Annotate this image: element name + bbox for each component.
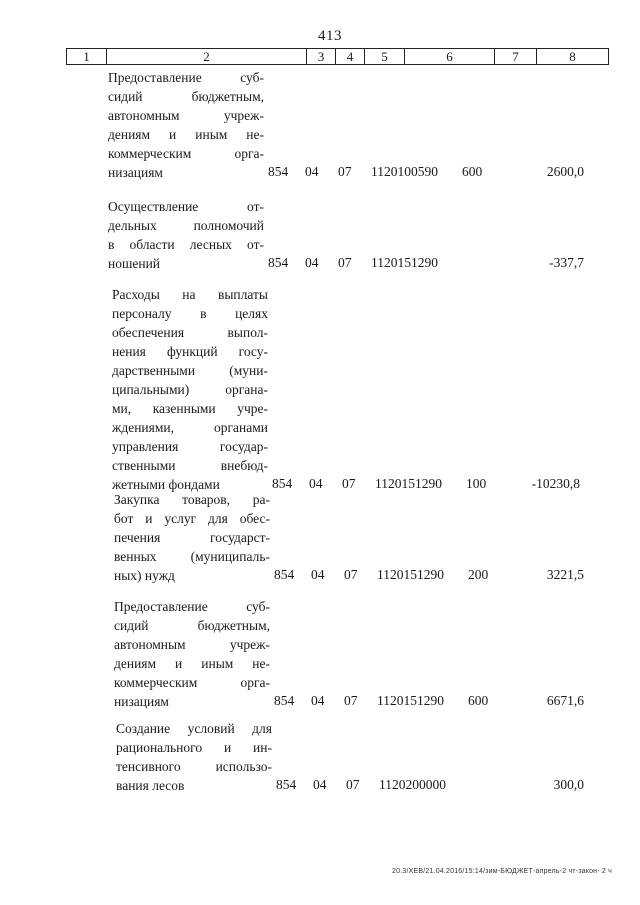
description-line: нения функций госу- — [112, 344, 268, 359]
description-line: коммерческим орга- — [114, 675, 270, 690]
row-description — [114, 597, 270, 711]
description-line: рационального и ин- — [116, 740, 272, 755]
description-line: Предоставление суб- — [114, 599, 270, 614]
row-description — [108, 68, 264, 182]
description-line: сидий бюджетным, — [114, 618, 270, 633]
description-line: обеспечения выпол- — [112, 325, 268, 340]
row-description — [108, 197, 264, 273]
cell-c6: 1120100590 — [371, 164, 438, 179]
description-line: сидий бюджетным, — [108, 89, 264, 104]
description-line: дельных полномочий — [108, 218, 264, 233]
column-header-8: 8 — [537, 49, 609, 65]
description-line: в области лесных от- — [108, 237, 264, 252]
column-header-7: 7 — [495, 49, 537, 65]
cell-c4: 04 — [311, 693, 325, 708]
description-line: вания лесов — [116, 778, 185, 793]
cell-c5: 07 — [338, 255, 352, 270]
cell-c8: 3221,5 — [546, 567, 584, 582]
cell-c5: 07 — [344, 693, 358, 708]
row-description — [116, 719, 272, 795]
description-line: ми, казенными учре- — [112, 401, 268, 416]
description-line: автономным учреж- — [114, 637, 270, 652]
cell-c3: 854 — [274, 693, 295, 708]
row-description — [114, 490, 270, 585]
description-line: коммерческим орга- — [108, 146, 264, 161]
description-line: ношений — [108, 256, 161, 271]
description-line: автономным учреж- — [108, 108, 264, 123]
description-line: Расходы на выплаты — [112, 287, 268, 302]
cell-c3: 854 — [274, 567, 295, 582]
description-line: низациям — [108, 165, 163, 180]
description-line: Предоставление суб- — [108, 70, 264, 85]
footer-file-stamp: 20.3/ХЕВ/21.04.2016/15:14/зим-БЮДЖЕТ-апрель-2 чт-закон- 2 ч — [392, 868, 612, 875]
page-number: 413 — [318, 28, 342, 44]
column-header-4: 4 — [336, 49, 365, 65]
description-line: тенсивного использо- — [116, 759, 272, 774]
description-line: персоналу в целях — [112, 306, 268, 321]
cell-c8: 300,0 — [553, 777, 584, 792]
cell-c7: 600 — [468, 693, 489, 708]
description-line: Создание условий для — [116, 721, 272, 736]
cell-c4: 04 — [305, 255, 319, 270]
description-line: ных) нужд — [114, 568, 175, 583]
description-line: Закупка товаров, ра- — [114, 492, 270, 507]
cell-c8: -337,7 — [549, 255, 584, 270]
cell-c7: 600 — [462, 164, 483, 179]
column-header-table — [66, 48, 609, 65]
cell-c4: 04 — [305, 164, 319, 179]
description-line: печения государст- — [114, 530, 270, 545]
description-line: низациям — [114, 694, 169, 709]
cell-c3: 854 — [268, 255, 289, 270]
cell-c5: 07 — [338, 164, 352, 179]
cell-c6: 1120151290 — [377, 693, 444, 708]
cell-c5: 07 — [346, 777, 360, 792]
description-line: ждениями, органами — [112, 420, 268, 435]
cell-c3: 854 — [276, 777, 297, 792]
column-header-1: 1 — [67, 49, 107, 65]
cell-c5: 07 — [342, 476, 356, 491]
cell-c6: 1120200000 — [379, 777, 446, 792]
cell-c6: 1120151290 — [371, 255, 438, 270]
description-line: ципальными) органа- — [112, 382, 268, 397]
cell-c5: 07 — [344, 567, 358, 582]
cell-c8: 2600,0 — [546, 164, 584, 179]
description-line: дарственными (муни- — [112, 363, 268, 378]
description-line: бот и услуг для обес- — [114, 511, 270, 526]
cell-c4: 04 — [313, 777, 327, 792]
cell-c4: 04 — [309, 476, 323, 491]
cell-c3: 854 — [272, 476, 293, 491]
cell-c3: 854 — [268, 164, 289, 179]
description-line: дениям и иным не- — [114, 656, 270, 671]
column-header-2: 2 — [107, 49, 307, 65]
row-description — [112, 285, 268, 494]
description-line: жетными фондами — [112, 477, 220, 492]
cell-c8: -10230,8 — [531, 476, 580, 491]
cell-c4: 04 — [311, 567, 325, 582]
description-line: ственными внебюд- — [112, 458, 268, 473]
cell-c8: 6671,6 — [546, 693, 584, 708]
column-header-3: 3 — [307, 49, 336, 65]
cell-c6: 1120151290 — [375, 476, 442, 491]
column-header-6: 6 — [405, 49, 495, 65]
column-header-5: 5 — [365, 49, 405, 65]
description-line: Осуществление от- — [108, 199, 264, 214]
description-line: венных (муниципаль- — [114, 549, 270, 564]
description-line: управления государ- — [112, 439, 268, 454]
description-line: дениям и иным не- — [108, 127, 264, 142]
cell-c7: 200 — [468, 567, 489, 582]
cell-c6: 1120151290 — [377, 567, 444, 582]
cell-c7: 100 — [466, 476, 487, 491]
